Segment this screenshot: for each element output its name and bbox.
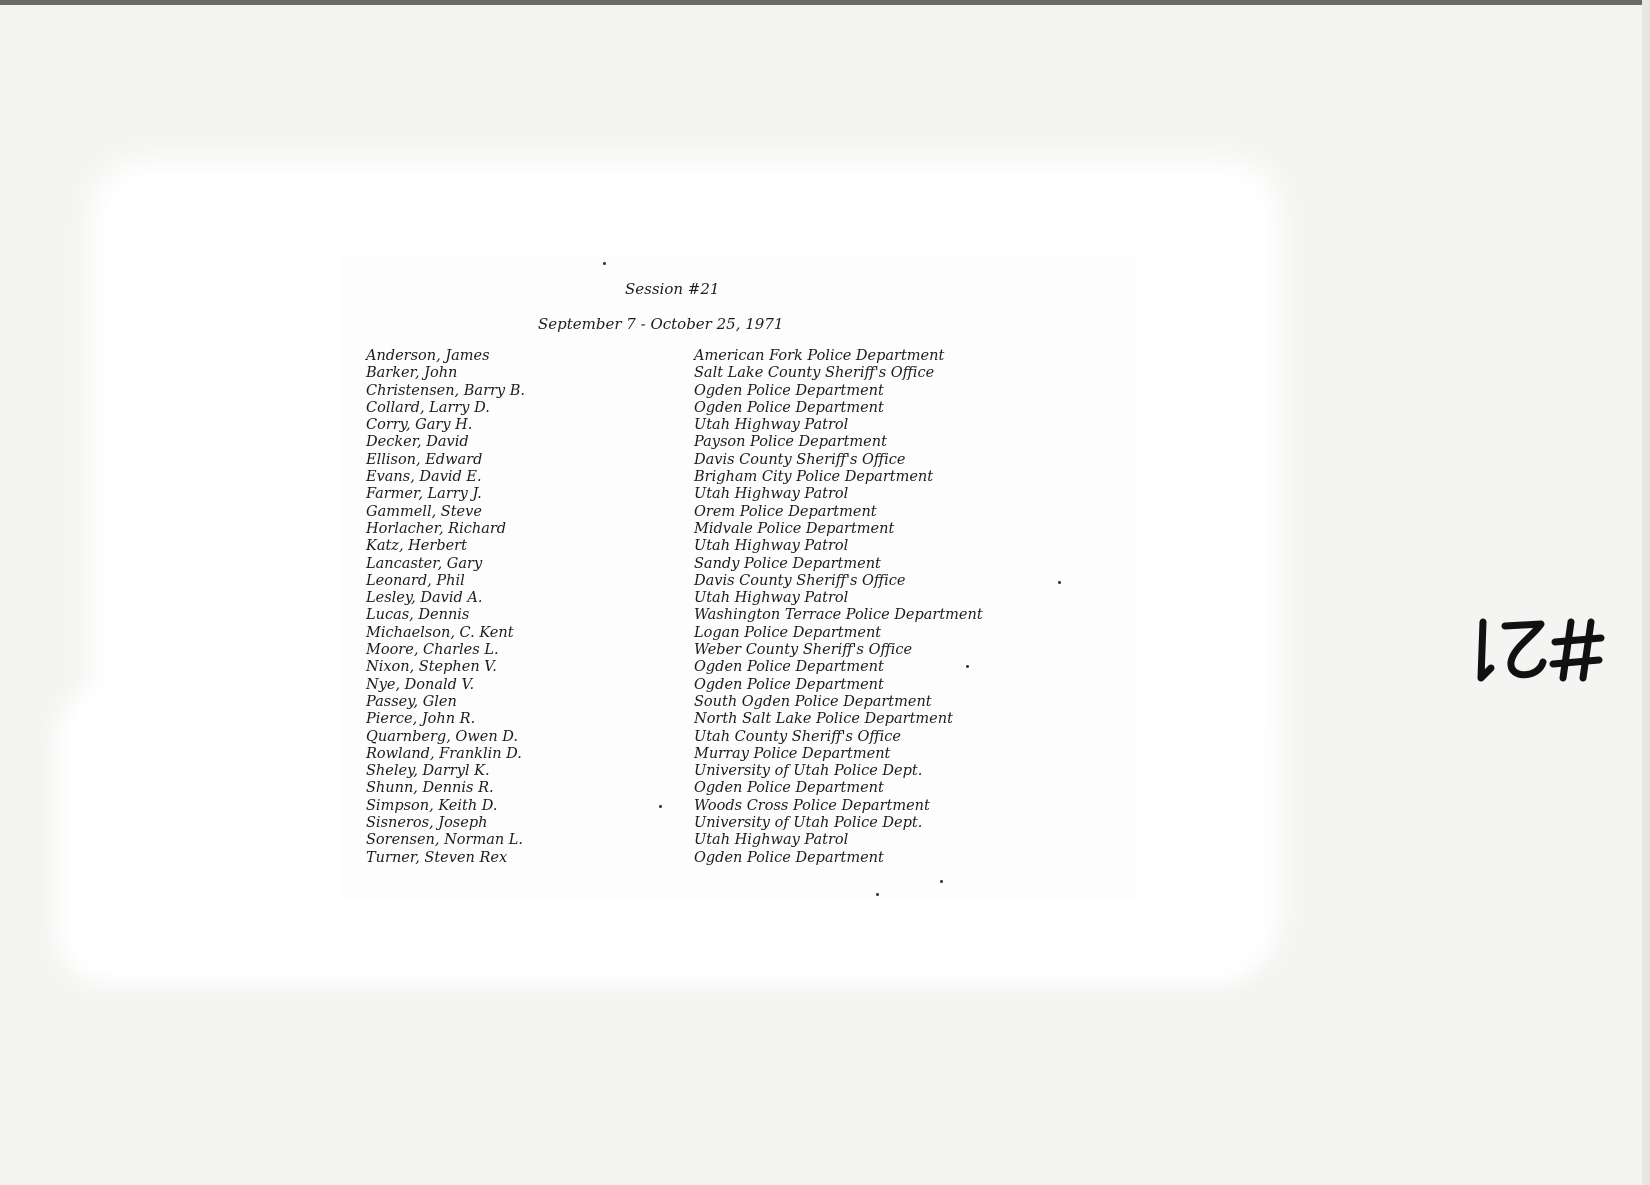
roster-row — [366, 780, 1066, 797]
officer-agency: Brigham City Police Department — [694, 469, 934, 486]
officer-agency: Murray Police Department — [694, 745, 891, 762]
officer-name: Ellison, Edward — [366, 451, 483, 468]
roster-row — [366, 798, 1066, 815]
officer-agency: Utah County Sheriff's Office — [694, 728, 902, 745]
officer-name: Sorensen, Norman L. — [366, 832, 524, 849]
officer-name: Michaelson, C. Kent — [366, 624, 514, 641]
officer-name: Passey, Glen — [366, 693, 457, 710]
officer-name: Anderson, James — [366, 348, 490, 364]
officer-agency: Ogden Police Department — [694, 659, 884, 676]
scan-speck — [603, 262, 606, 265]
roster-row — [366, 365, 1066, 382]
officer-agency: Utah Highway Patrol — [694, 832, 849, 849]
officer-agency: Ogden Police Department — [694, 849, 884, 866]
officer-name: Moore, Charles L. — [366, 642, 499, 659]
roster-row — [366, 642, 1066, 659]
roster-row — [366, 711, 1066, 728]
scan-speck — [940, 880, 943, 883]
officer-name: Nixon, Stephen V. — [366, 659, 497, 676]
officer-name: Decker, David — [366, 434, 469, 451]
officer-agency: Utah Highway Patrol — [694, 486, 849, 503]
roster-row — [366, 746, 1066, 763]
officer-agency: Payson Police Department — [694, 434, 887, 451]
roster-row — [366, 659, 1066, 676]
officer-name: Sisneros, Joseph — [366, 815, 488, 832]
officer-agency: Woods Cross Police Department — [694, 797, 930, 814]
roster-row — [366, 348, 1066, 365]
officer-agency: Logan Police Department — [694, 624, 882, 641]
scan-top-edge — [0, 0, 1650, 5]
officer-agency: Utah Highway Patrol — [694, 417, 849, 434]
officer-agency: Sandy Police Department — [694, 555, 881, 572]
officer-name: Sheley, Darryl K. — [366, 763, 490, 780]
officer-agency: Ogden Police Department — [694, 382, 884, 399]
officer-name: Christensen, Barry B. — [366, 382, 525, 399]
scan-speck — [876, 893, 879, 896]
officer-agency: Ogden Police Department — [694, 399, 884, 416]
officer-name: Lesley, David A. — [366, 590, 483, 607]
officer-agency: Orem Police Department — [694, 503, 877, 520]
roster-list — [366, 348, 1066, 867]
roster-row — [366, 417, 1066, 434]
officer-name: Evans, David E. — [366, 469, 482, 486]
officer-name: Turner, Steven Rex — [366, 849, 508, 866]
roster-row — [366, 521, 1066, 538]
roster-row — [366, 469, 1066, 486]
roster-row — [366, 383, 1066, 400]
officer-name: Lancaster, Gary — [366, 555, 483, 572]
session-date-range: September 7 - October 25, 1971 — [538, 315, 784, 333]
roster-row — [366, 590, 1066, 607]
officer-name: Gammell, Steve — [366, 503, 482, 520]
officer-name: Collard, Larry D. — [366, 399, 490, 416]
officer-name: Corry, Gary H. — [366, 417, 473, 434]
officer-agency: Midvale Police Department — [694, 520, 895, 537]
officer-name: Farmer, Larry J. — [366, 486, 482, 503]
officer-agency: Salt Lake County Sheriff's Office — [694, 365, 935, 382]
roster-row — [366, 607, 1066, 624]
roster-row — [366, 832, 1066, 849]
officer-agency: Utah Highway Patrol — [694, 590, 849, 607]
roster-row — [366, 504, 1066, 521]
roster-row — [366, 677, 1066, 694]
roster-row — [366, 729, 1066, 746]
officer-name: Horlacher, Richard — [366, 520, 507, 537]
roster-row — [366, 850, 1066, 867]
officer-agency: South Ogden Police Department — [694, 693, 932, 710]
handwritten-session-number — [1465, 610, 1605, 690]
officer-name: Pierce, John R. — [366, 711, 476, 728]
officer-name: Shunn, Dennis R. — [366, 780, 494, 797]
officer-name: Quarnberg, Owen D. — [366, 728, 518, 745]
roster-row — [366, 452, 1066, 469]
scan-speck — [966, 665, 969, 668]
roster-row — [366, 763, 1066, 780]
session-title: Session #21 — [625, 280, 720, 298]
scan-speck — [659, 805, 662, 808]
officer-name: Simpson, Keith D. — [366, 797, 498, 814]
officer-agency: Ogden Police Department — [694, 780, 884, 797]
officer-agency: Ogden Police Department — [694, 676, 884, 693]
roster-row — [366, 694, 1066, 711]
officer-agency: University of Utah Police Dept. — [694, 763, 923, 780]
roster-row — [366, 538, 1066, 555]
officer-agency: Davis County Sheriff's Office — [694, 451, 906, 468]
roster-row — [366, 434, 1066, 451]
officer-name: Katz, Herbert — [366, 538, 467, 555]
officer-name: Barker, John — [366, 365, 458, 382]
officer-agency: Davis County Sheriff's Office — [694, 572, 906, 589]
roster-row — [366, 625, 1066, 642]
officer-agency: Washington Terrace Police Department — [694, 607, 983, 624]
roster-row — [366, 400, 1066, 417]
officer-agency: American Fork Police Department — [694, 348, 945, 364]
roster-row — [366, 573, 1066, 590]
officer-agency: Utah Highway Patrol — [694, 538, 849, 555]
roster-row — [366, 486, 1066, 503]
roster-row — [366, 815, 1066, 832]
officer-agency: Weber County Sheriff's Office — [694, 642, 913, 659]
scan-right-edge — [1642, 0, 1650, 1185]
officer-agency: North Salt Lake Police Department — [694, 711, 953, 728]
officer-name: Rowland, Franklin D. — [366, 745, 522, 762]
officer-name: Lucas, Dennis — [366, 607, 470, 624]
officer-name: Nye, Donald V. — [366, 676, 475, 693]
scan-speck — [1058, 581, 1061, 584]
roster-row — [366, 556, 1066, 573]
officer-name: Leonard, Phil — [366, 572, 465, 589]
officer-agency: University of Utah Police Dept. — [694, 815, 923, 832]
